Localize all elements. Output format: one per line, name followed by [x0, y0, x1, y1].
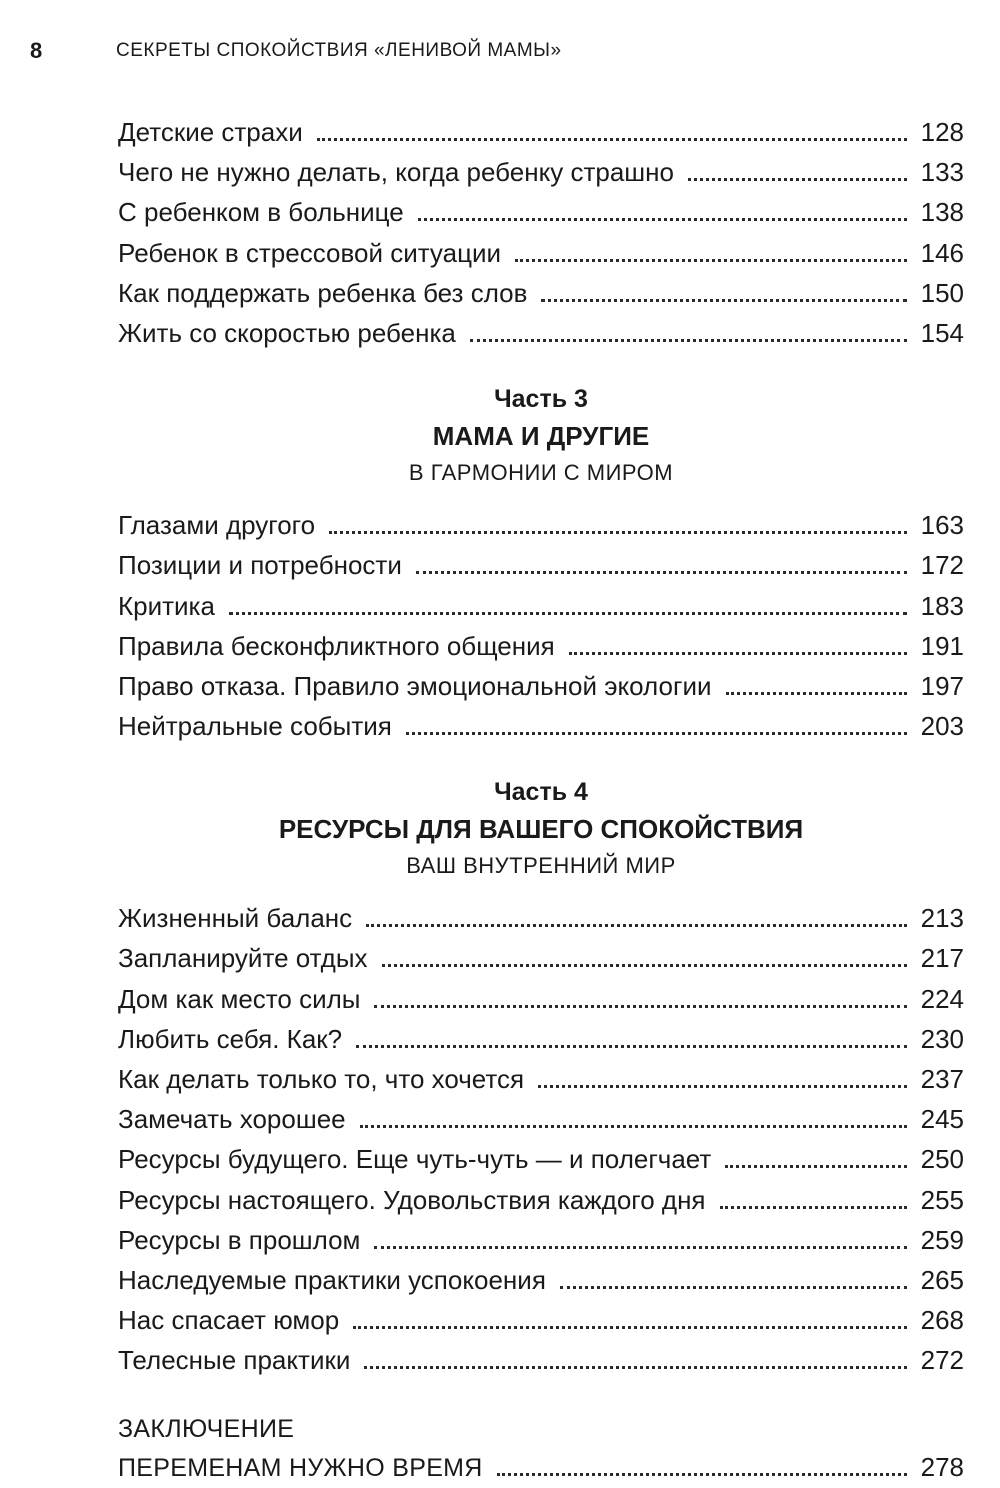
toc-entry-title: Позиции и потребности — [118, 550, 402, 581]
toc-entry-page: 203 — [920, 711, 964, 742]
table-of-contents — [118, 112, 964, 1487]
toc-entry-page: 230 — [920, 1023, 964, 1054]
toc-entry[interactable] — [118, 1220, 964, 1260]
toc-entry-page: 250 — [920, 1144, 964, 1175]
dot-leader — [406, 732, 907, 735]
part-subtitle: В ГАРМОНИИ С МИРОМ — [408, 460, 674, 486]
toc-section-part-3 — [118, 505, 964, 746]
toc-entry-title: Чего не нужно делать, когда ребенку страшно — [118, 157, 674, 188]
toc-section-part-4 — [118, 898, 964, 1380]
dot-leader — [497, 1473, 907, 1476]
toc-entry[interactable] — [118, 545, 964, 585]
toc-entry-title: Ребенок в стрессовой ситуации — [118, 237, 502, 268]
toc-section-previous — [118, 112, 964, 353]
toc-entry[interactable] — [118, 1340, 964, 1380]
toc-entry-page: 172 — [920, 550, 964, 581]
toc-entry[interactable] — [118, 1059, 964, 1099]
toc-entry[interactable] — [118, 1139, 964, 1179]
toc-entry[interactable] — [118, 898, 964, 938]
dot-leader — [356, 1045, 906, 1048]
dot-leader — [416, 571, 907, 574]
toc-entry-title: Любить себя. Как? — [118, 1023, 343, 1054]
dot-leader — [688, 178, 907, 181]
toc-entry-title: Нас спасает юмор — [118, 1305, 340, 1336]
toc-entry[interactable] — [118, 1300, 964, 1340]
toc-entry-page: 150 — [920, 277, 964, 308]
toc-entry[interactable] — [118, 192, 964, 232]
toc-entry-page: 259 — [920, 1224, 964, 1255]
toc-entry-page: 191 — [920, 630, 964, 661]
part-4-heading — [118, 774, 964, 884]
toc-entry-page: 245 — [920, 1104, 964, 1135]
toc-entry[interactable] — [118, 112, 964, 152]
page-number: 8 — [30, 38, 43, 63]
dot-leader — [560, 1286, 907, 1289]
toc-entry-page: 154 — [920, 317, 964, 348]
toc-entry-title: Критика — [118, 590, 215, 621]
part-title: МАМА И ДРУГИЕ — [432, 421, 650, 452]
conclusion-label: ЗАКЛЮЧЕНИЕ — [118, 1414, 295, 1443]
toc-entry[interactable] — [118, 233, 964, 273]
toc-entry[interactable] — [118, 505, 964, 545]
page-header — [30, 38, 970, 74]
toc-entry-page: 138 — [920, 197, 964, 228]
toc-entry-page: 255 — [920, 1184, 964, 1215]
dot-leader — [317, 138, 907, 141]
toc-entry-page: 268 — [920, 1305, 964, 1336]
toc-entry-page: 183 — [920, 590, 964, 621]
dot-leader — [374, 1005, 906, 1008]
toc-entry-title: Нейтральные события — [118, 711, 392, 742]
dot-leader — [360, 1125, 907, 1128]
dot-leader — [229, 612, 907, 615]
toc-entry-page: 213 — [920, 903, 964, 934]
toc-entry-page: 197 — [920, 670, 964, 701]
dot-leader — [726, 692, 907, 695]
toc-entry-title: Как поддержать ребенка без слов — [118, 277, 528, 308]
dot-leader — [418, 218, 907, 221]
toc-entry-title: Наследуемые практики успокоения — [118, 1264, 546, 1295]
conclusion-section — [118, 1411, 964, 1487]
toc-entry-page: 237 — [920, 1064, 964, 1094]
toc-entry-title: Детские страхи — [118, 117, 303, 147]
toc-entry-title: Жизненный баланс — [118, 903, 353, 934]
toc-entry-title: Правила бесконфликтного общения — [118, 630, 555, 661]
toc-entry[interactable] — [118, 938, 964, 978]
toc-entry[interactable] — [118, 626, 964, 666]
dot-leader — [382, 964, 907, 967]
toc-entry-title: Глазами другого — [118, 510, 316, 541]
toc-entry[interactable] — [118, 313, 964, 353]
toc-entry[interactable] — [118, 273, 964, 313]
toc-entry-title: Дом как место силы — [118, 983, 361, 1014]
toc-entry-title: Жить со скоростью ребенка — [118, 317, 456, 348]
toc-entry-page: 133 — [920, 157, 964, 188]
toc-entry-title: Телесные практики — [118, 1345, 351, 1376]
toc-entry[interactable] — [118, 1019, 964, 1059]
toc-entry[interactable] — [118, 666, 964, 706]
running-title: СЕКРЕТЫ СПОКОЙСТВИЯ «ЛЕНИВОЙ МАМЫ» — [116, 40, 562, 61]
dot-leader — [725, 1165, 906, 1168]
part-3-heading — [118, 381, 964, 491]
toc-entry[interactable] — [118, 1099, 964, 1139]
dot-leader — [470, 339, 907, 342]
toc-entry[interactable] — [118, 152, 964, 192]
dot-leader — [353, 1326, 906, 1329]
toc-entry-title: Право отказа. Правило эмоциональной экологии — [118, 670, 712, 701]
toc-entry-page: 224 — [920, 983, 964, 1014]
toc-entry-title: ПЕРЕМЕНАМ НУЖНО ВРЕМЯ — [118, 1453, 483, 1482]
part-title: РЕСУРСЫ ДЛЯ ВАШЕГО СПОКОЙСТВИЯ — [278, 814, 804, 845]
toc-entry-title: Как делать только то, что хочется — [118, 1064, 525, 1094]
dot-leader — [538, 1085, 907, 1088]
toc-entry[interactable] — [118, 1260, 964, 1300]
dot-leader — [515, 259, 907, 262]
part-label: Часть 3 — [494, 385, 588, 414]
toc-entry-page: 272 — [920, 1345, 964, 1376]
toc-entry[interactable] — [118, 706, 964, 746]
toc-entry-title: Ресурсы в прошлом — [118, 1224, 361, 1255]
toc-entry-title: Запланируйте отдых — [118, 943, 368, 974]
part-subtitle: ВАШ ВНУТРЕННИЙ МИР — [406, 853, 676, 879]
toc-entry-page: 146 — [920, 237, 964, 268]
dot-leader — [720, 1206, 907, 1209]
toc-entry-page: 163 — [920, 510, 964, 541]
toc-entry[interactable] — [118, 1180, 964, 1220]
dot-leader — [374, 1246, 906, 1249]
toc-entry-page: 265 — [920, 1264, 964, 1295]
dot-leader — [329, 531, 907, 534]
toc-entry[interactable] — [118, 979, 964, 1019]
dot-leader — [364, 1366, 906, 1369]
toc-entry-title: Ресурсы настоящего. Удовольствия каждого дня — [118, 1184, 706, 1215]
toc-entry-title: Ресурсы будущего. Еще чуть-чуть — и полегчает — [118, 1144, 712, 1175]
toc-entry[interactable] — [118, 586, 964, 626]
toc-entry-page: 128 — [920, 117, 964, 147]
part-label: Часть 4 — [494, 778, 588, 807]
toc-entry-page: 217 — [920, 943, 964, 974]
dot-leader — [569, 652, 907, 655]
toc-entry-page: 278 — [920, 1451, 964, 1482]
toc-entry-title: Замечать хорошее — [118, 1104, 346, 1135]
dot-leader — [541, 299, 906, 302]
dot-leader — [366, 924, 906, 927]
toc-entry-title: С ребенком в больнице — [118, 197, 404, 228]
